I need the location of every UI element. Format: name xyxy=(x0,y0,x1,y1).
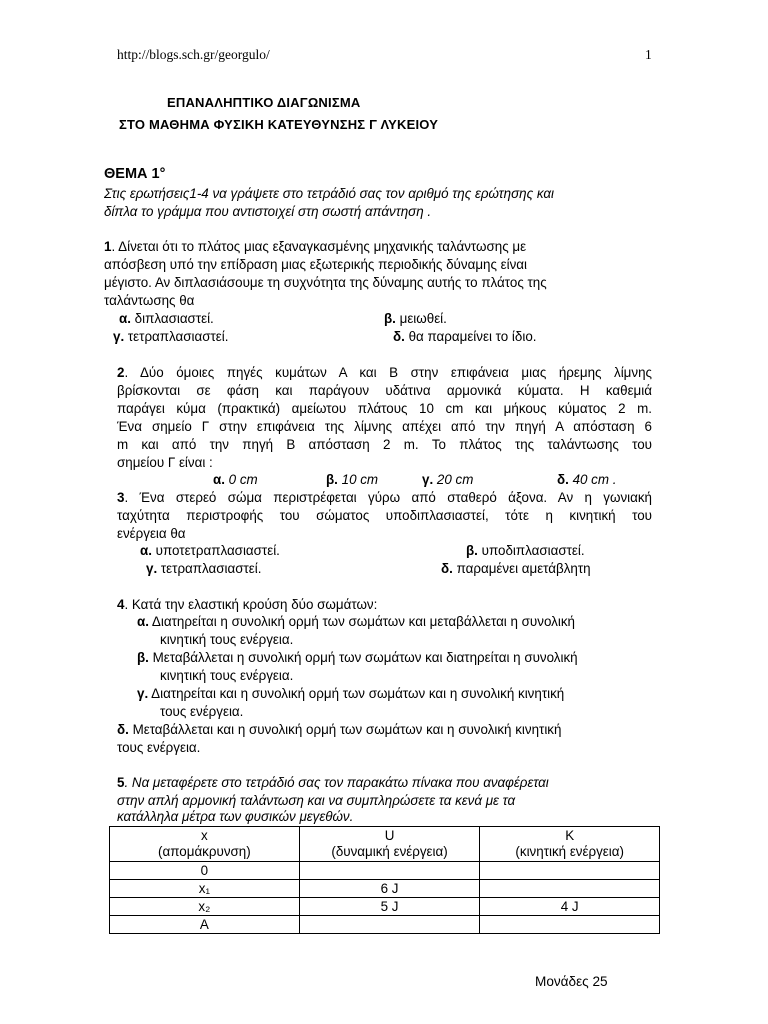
q2-option-d: δ. 40 cm . xyxy=(557,472,617,487)
q3-number: 3 xyxy=(117,490,125,505)
points-label: Μονάδες 25 xyxy=(535,974,608,989)
q3-line-1: 3. Ένα στερεό σώμα περιστρέφεται γύρω από σταθερό άξονα. Αν η γωνιακή xyxy=(117,490,652,505)
q2-option-a: α. 0 cm xyxy=(213,472,258,487)
table-cell xyxy=(299,916,480,934)
q3-option-d: δ. παραμένει αμετάβλητη xyxy=(441,561,591,576)
q2-line-5: m και από την πηγή Β απόσταση 2 m. Το πλάτος της ταλάντωσης του xyxy=(117,437,652,452)
q4-option-b-cont: κινητική τους ενέργεια. xyxy=(160,668,294,683)
page-number: 1 xyxy=(645,47,652,62)
table-row xyxy=(110,898,660,916)
q4-number: 4 xyxy=(117,597,125,612)
q4-stem: 4. Κατά την ελαστική κρούση δύο σωμάτων: xyxy=(117,597,378,612)
q3-option-b: β. υποδιπλασιαστεί. xyxy=(466,543,585,558)
q4-option-c-cont: τους ενέργεια. xyxy=(160,704,244,719)
q4-option-d: δ. Μεταβάλλεται και η συνολική ορμή των σωμάτων και η συνολική κινητική xyxy=(117,722,562,737)
q4-option-c: γ. Διατηρείται και η συνολική ορμή των σωμάτων και η συνολική κινητική xyxy=(137,686,565,701)
table-cell: x₂ xyxy=(110,898,300,916)
q1-line-2: απόσβεση υπό την επίδραση μιας εξωτερικής περιοδικής δύναμης είναι xyxy=(104,257,528,272)
table-header-row xyxy=(110,827,660,862)
header-url: http://blogs.sch.gr/georgulo/ xyxy=(117,47,270,62)
table-cell: 5 J xyxy=(299,898,480,916)
q5-line-3: κατάλληλα μέτρα των φυσικών μεγεθών. xyxy=(117,809,354,824)
table-row xyxy=(110,862,660,880)
thema-heading: ΘΕΜΑ 1° xyxy=(104,166,166,182)
q1-option-a: α. διπλασιαστεί. xyxy=(119,311,214,326)
q2-line-3: παράγει κύμα (πρακτικά) αμείωτου πλάτους 10 cm και μήκους κύματος 2 m. xyxy=(117,401,652,416)
q4-option-a: α. Διατηρείται η συνολική ορμή των σωμάτων και μεταβάλλεται η συνολική xyxy=(137,614,575,629)
q2-line-1: 2. Δύο όμοιες πηγές κυμάτων Α και Β στην επιφάνεια μιας ήρεμης λίμνης xyxy=(117,365,652,380)
exam-subtitle: ΣΤΟ ΜΑΘΗΜΑ ΦΥΣΙΚΗ ΚΑΤΕΥΘΥΝΣΗΣ Γ ΛΥΚΕΙΟΥ xyxy=(119,117,439,132)
table-cell: A xyxy=(110,916,300,934)
q3-option-a: α. υποτετραπλασιαστεί. xyxy=(140,543,280,558)
table-header-k: K (κινητική ενέργεια) xyxy=(480,827,660,862)
q4-option-a-cont: κινητική τους ενέργεια. xyxy=(160,632,294,647)
table-row xyxy=(110,916,660,934)
table-cell: 0 xyxy=(110,862,300,880)
q2-line-2: βρίσκονται σε φάση και παράγουν υδάτινα αρμονικά κύματα. Η καθεμιά xyxy=(117,383,652,398)
q2-line-4: Ένα σημείο Γ στην επιφάνεια της λίμνης απέχει από την πηγή Α απόσταση 6 xyxy=(117,419,652,434)
q1-option-c: γ. τετραπλασιαστεί. xyxy=(113,329,229,344)
q2-line-6: σημείου Γ είναι : xyxy=(117,455,213,470)
table-cell xyxy=(299,862,480,880)
table-header-u: U (δυναμική ενέργεια) xyxy=(299,827,480,862)
instructions-line-1: Στις ερωτήσεις1-4 να γράψετε στο τετράδιό σας τον αριθμό της ερώτησης και xyxy=(104,186,554,201)
energy-table xyxy=(109,826,660,934)
q5-line-2: στην απλή αρμονική ταλάντωση και να συμπληρώσετε τα κενά με τα xyxy=(117,793,516,808)
q3-line-3: ενέργεια θα xyxy=(117,526,186,541)
q1-option-d: δ. θα παραμείνει το ίδιο. xyxy=(393,329,537,344)
table-row xyxy=(110,880,660,898)
q2-option-b: β. 10 cm xyxy=(326,472,379,487)
table-cell xyxy=(480,880,660,898)
q5-number: 5 xyxy=(117,775,125,790)
table-cell xyxy=(480,916,660,934)
instructions-line-2: δίπλα το γράμμα που αντιστοιχεί στη σωστή απάντηση . xyxy=(104,204,432,219)
q1-number: 1 xyxy=(104,239,112,254)
q1-option-b: β. μειωθεί. xyxy=(384,311,447,326)
q2-option-c: γ. 20 cm xyxy=(422,472,474,487)
table-cell: 6 J xyxy=(299,880,480,898)
q4-option-d-cont: τους ενέργεια. xyxy=(117,740,201,755)
exam-title: ΕΠΑΝΑΛΗΠΤΙΚΟ ΔΙΑΓΩΝΙΣΜΑ xyxy=(167,95,361,110)
q1-line-1: 1. Δίνεται ότι το πλάτος μιας εξαναγκασμένης μηχανικής ταλάντωσης με xyxy=(104,239,527,254)
table-cell xyxy=(480,862,660,880)
q4-option-b: β. Μεταβάλλεται η συνολική ορμή των σωμάτων και διατηρείται η συνολική xyxy=(137,650,578,665)
q1-line-3: μέγιστο. Αν διπλασιάσουμε τη συχνότητα της δύναμης αυτής το πλάτος της xyxy=(104,275,547,290)
q1-line-4: ταλάντωσης θα xyxy=(104,293,195,308)
table-header-x: x (απομάκρυνση) xyxy=(110,827,300,862)
q3-option-c: γ. τετραπλασιαστεί. xyxy=(146,561,262,576)
table-cell: x₁ xyxy=(110,880,300,898)
q5-line-1: 5. Να μεταφέρετε στο τετράδιό σας τον παρακάτω πίνακα που αναφέρεται xyxy=(117,775,549,790)
q2-number: 2 xyxy=(117,365,125,380)
table-cell: 4 J xyxy=(480,898,660,916)
q3-line-2: ταχύτητα περιστροφής του σώματος υποδιπλασιαστεί, τότε η κινητική του xyxy=(117,508,652,523)
